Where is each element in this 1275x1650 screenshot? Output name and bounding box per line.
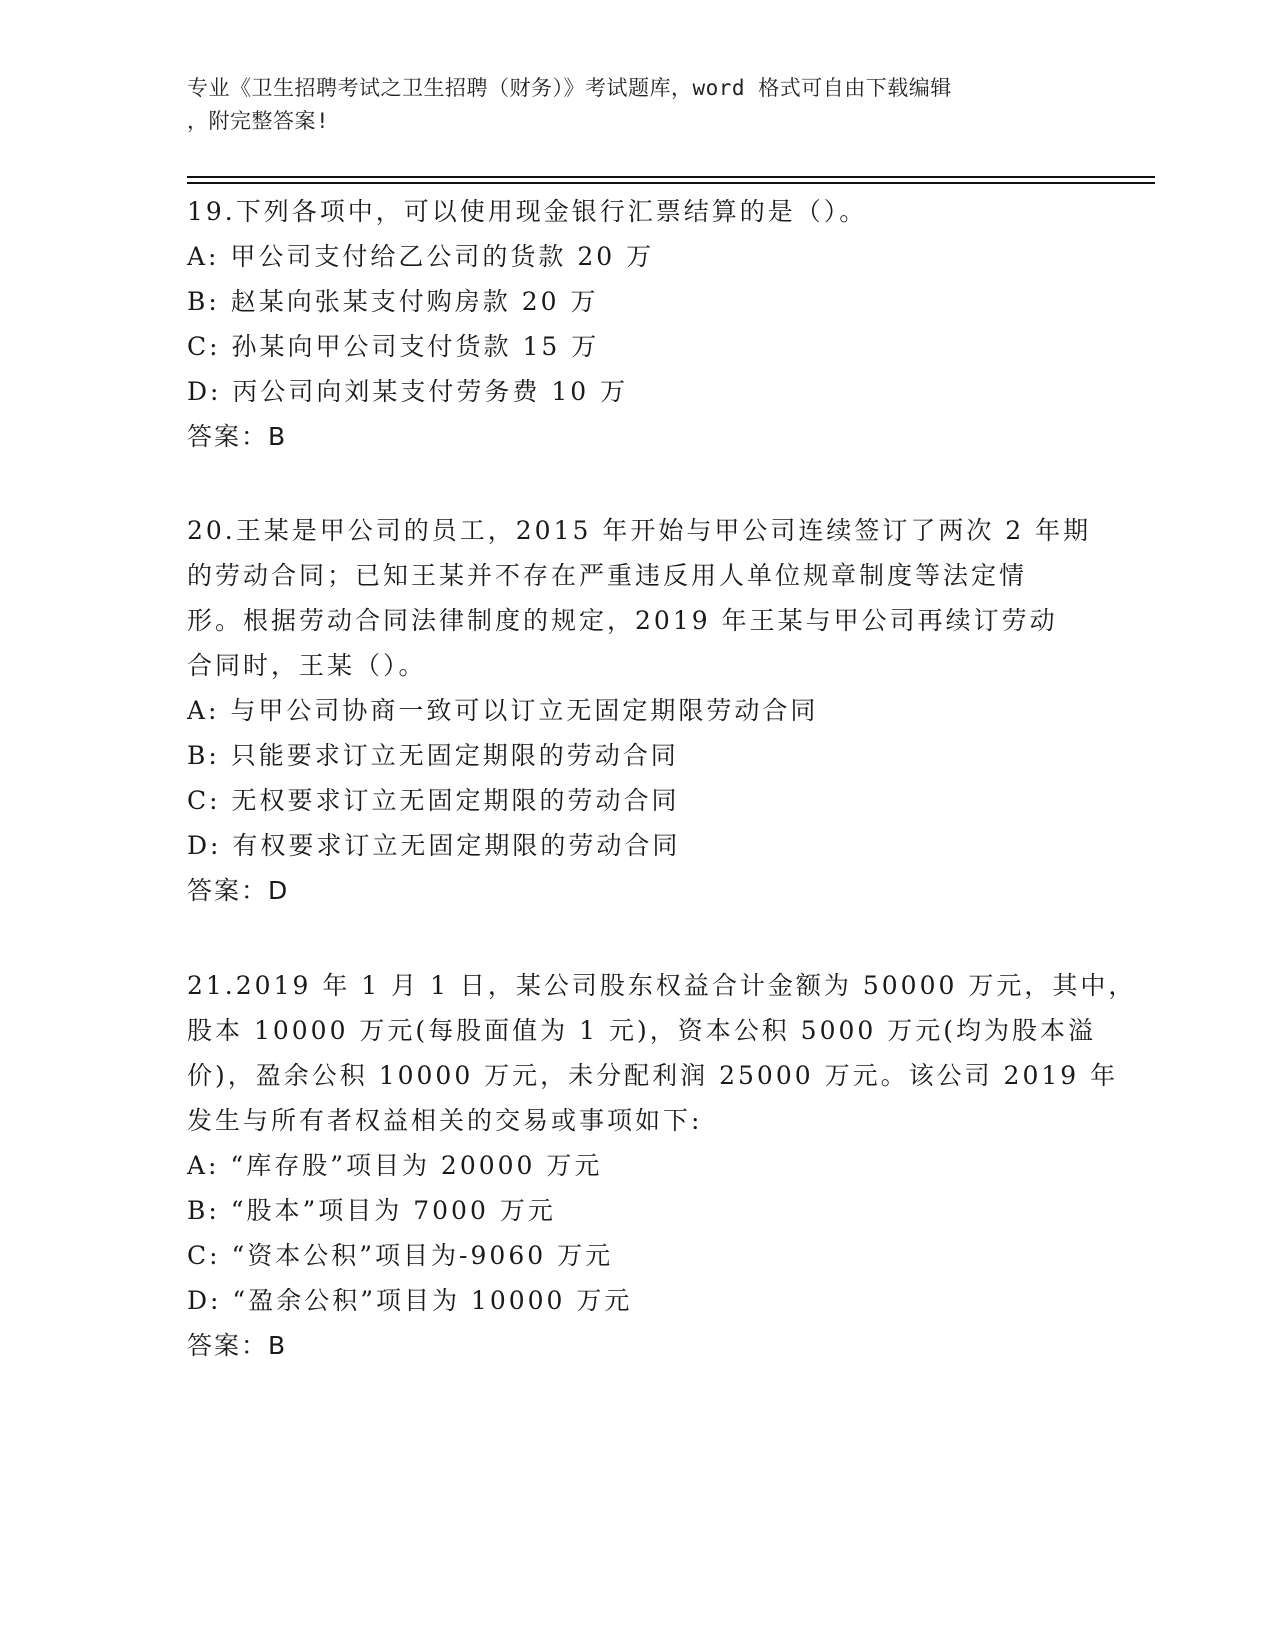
question-stem-line: 的劳动合同；已知王某并不存在严重违反用人单位规章制度等法定情 bbox=[187, 561, 1028, 590]
option-a: A: 甲公司支付给乙公司的货款 20 万 bbox=[187, 242, 655, 271]
option-d: D: 丙公司向刘某支付劳务费 10 万 bbox=[187, 377, 629, 406]
option-a: A: 与甲公司协商一致可以订立无固定期限劳动合同 bbox=[187, 696, 819, 725]
question-19 bbox=[187, 189, 1087, 459]
answer-line: 答案：B bbox=[187, 1331, 288, 1360]
option-c: C: 孙某向甲公司支付货款 15 万 bbox=[187, 332, 600, 361]
document-header bbox=[187, 72, 1087, 138]
question-21 bbox=[187, 963, 1137, 1368]
question-stem-line: 发生与所有者权益相关的交易或事项如下: bbox=[187, 1106, 703, 1135]
option-c: C: 无权要求订立无固定期限的劳动合同 bbox=[187, 786, 680, 815]
option-c: C: “资本公积”项目为-9060 万元 bbox=[187, 1241, 614, 1270]
option-a: A: “库存股”项目为 20000 万元 bbox=[187, 1151, 603, 1180]
option-b: B: “股本”项目为 7000 万元 bbox=[187, 1196, 556, 1225]
question-stem-line: 形。根据劳动合同法律制度的规定，2019 年王某与甲公司再续订劳动 bbox=[187, 606, 1058, 635]
question-stem-line: 19.下列各项中，可以使用现金银行汇票结算的是（）。 bbox=[187, 197, 868, 226]
header-line-1: 专业《卫生招聘考试之卫生招聘（财务）》考试题库，word 格式可自由下载编辑 bbox=[187, 76, 952, 100]
question-stem-line: 合同时，王某（）。 bbox=[187, 651, 427, 680]
option-d: D: “盈余公积”项目为 10000 万元 bbox=[187, 1286, 633, 1315]
question-stem-line: 20.王某是甲公司的员工，2015 年开始与甲公司连续签订了两次 2 年期 bbox=[187, 516, 1092, 545]
question-stem-line: 股本 10000 万元(每股面值为 1 元)，资本公积 5000 万元(均为股本溢 bbox=[187, 1016, 1097, 1045]
answer-line: 答案：B bbox=[187, 422, 288, 451]
option-b: B: 只能要求订立无固定期限的劳动合同 bbox=[187, 741, 679, 770]
answer-line: 答案：D bbox=[187, 876, 290, 905]
header-line-2: ，附完整答案! bbox=[187, 109, 330, 133]
option-d: D: 有权要求订立无固定期限的劳动合同 bbox=[187, 831, 681, 860]
option-b: B: 赵某向张某支付购房款 20 万 bbox=[187, 287, 599, 316]
header-divider-bottom bbox=[187, 182, 1155, 184]
question-20 bbox=[187, 508, 1092, 913]
question-stem-line: 21.2019 年 1 月 1 日，某公司股东权益合计金额为 50000 万元，其中， bbox=[187, 971, 1137, 1000]
header-divider-top bbox=[187, 176, 1155, 178]
question-stem-line: 价)，盈余公积 10000 万元，未分配利润 25000 万元。该公司 2019 年 bbox=[187, 1061, 1119, 1090]
